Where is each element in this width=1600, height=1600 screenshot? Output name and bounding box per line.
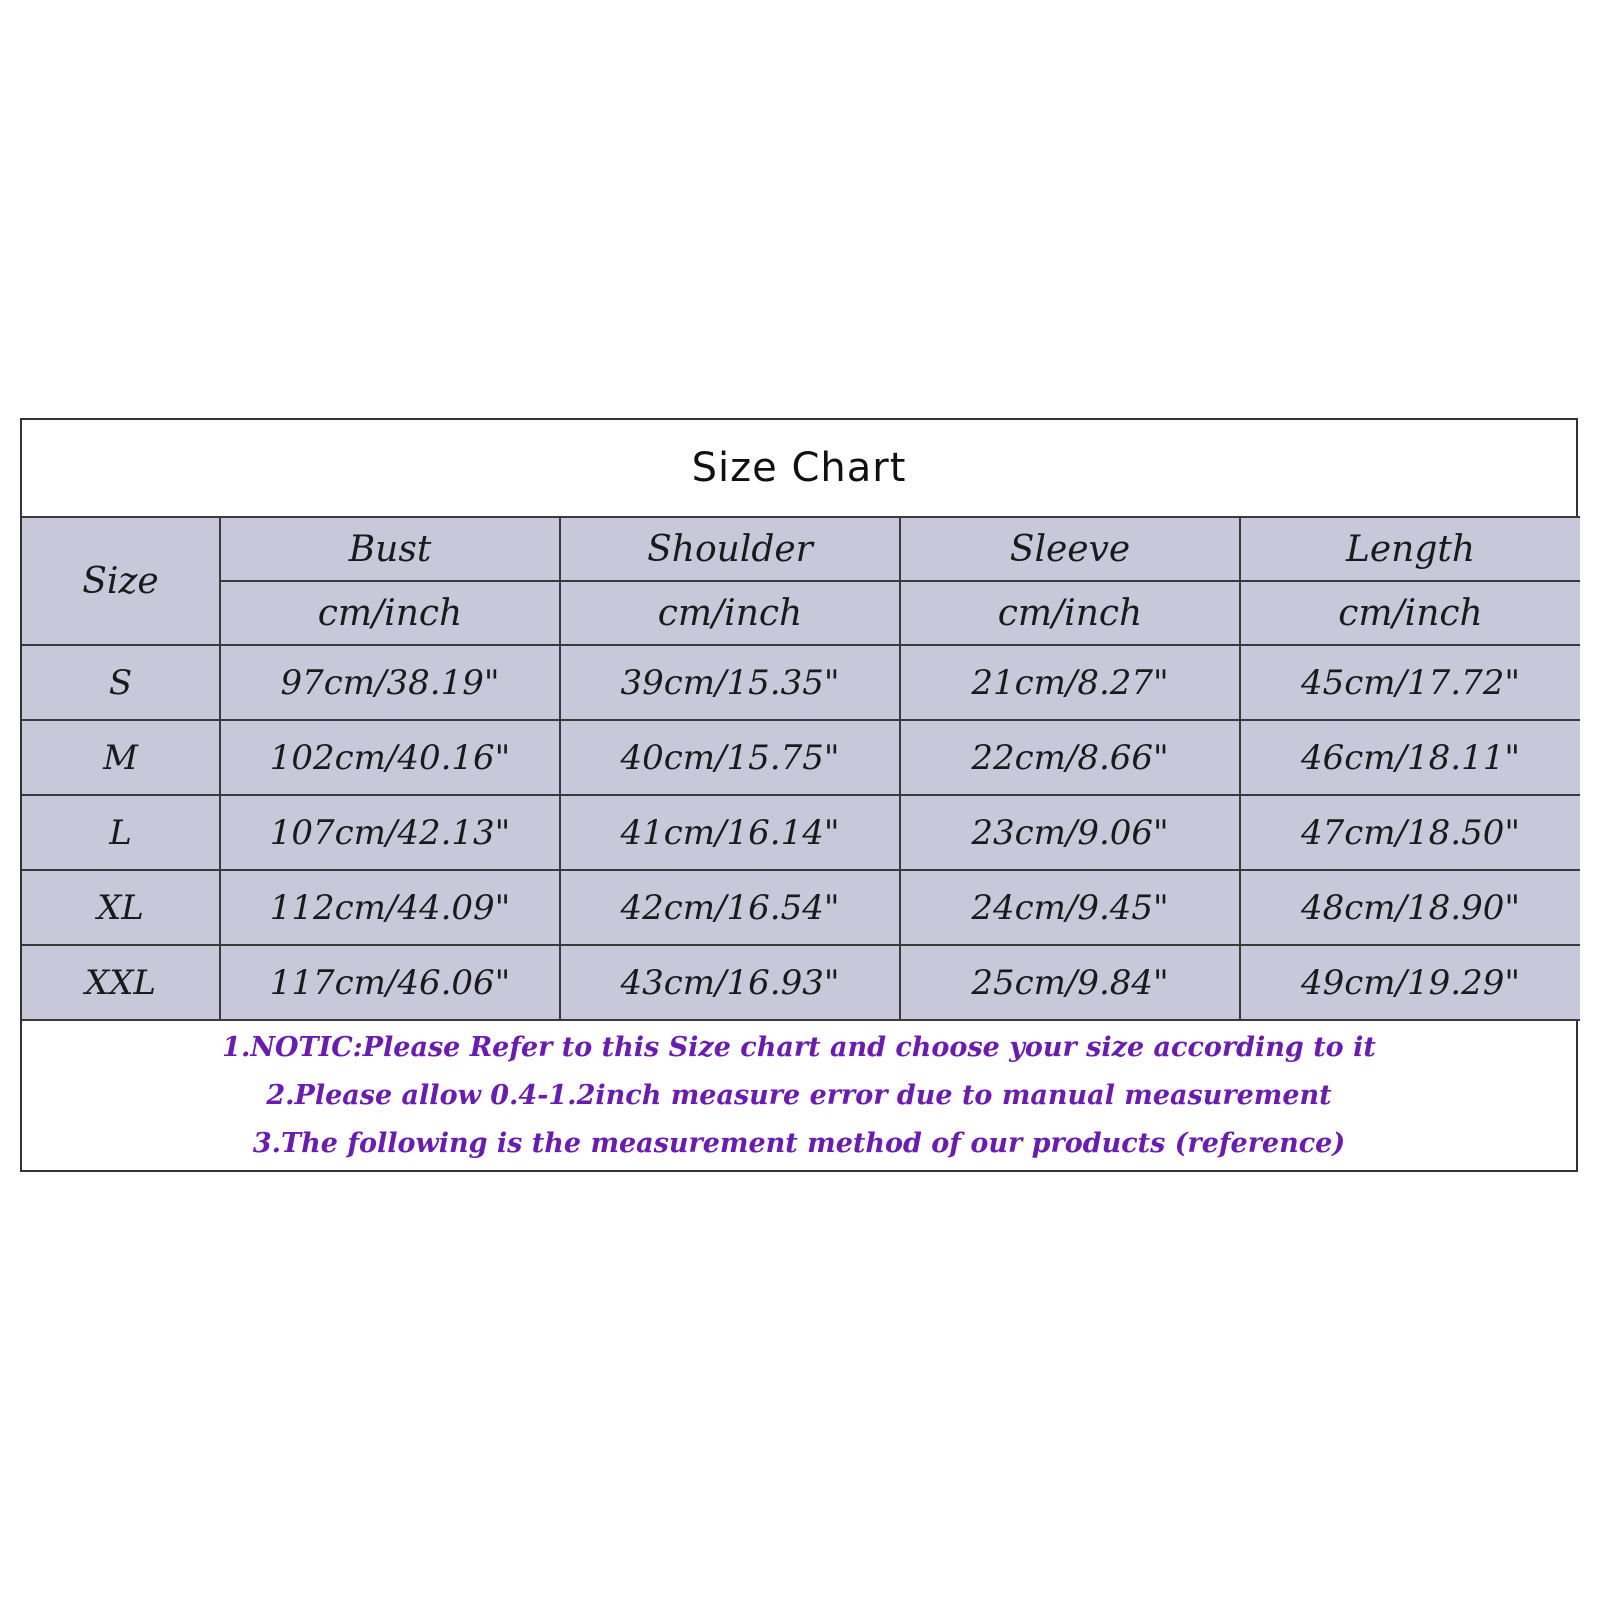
size-table [22, 516, 1580, 1021]
table-row-l [22, 795, 1580, 870]
bust-value-s: 97cm/38.19" [220, 645, 560, 720]
shoulder-value-xl: 42cm/16.54" [560, 870, 900, 945]
shoulder-value-xxl: 43cm/16.93" [560, 945, 900, 1020]
note-line-1: 1.NOTIC:Please Refer to this Size chart and choose your size according to it [222, 1032, 1376, 1063]
table-row-xl [22, 870, 1580, 945]
bust-value-m: 102cm/40.16" [220, 720, 560, 795]
notes-section [22, 1020, 1576, 1172]
size-chart [20, 418, 1578, 1172]
unit-label-length: cm/inch [1240, 581, 1580, 645]
column-header-length: Length [1240, 517, 1580, 581]
column-header-sleeve: Sleeve [900, 517, 1240, 581]
size-label-l: L [22, 795, 220, 870]
sleeve-value-m: 22cm/8.66" [900, 720, 1240, 795]
table-row-m [22, 720, 1580, 795]
shoulder-value-s: 39cm/15.35" [560, 645, 900, 720]
unit-label-shoulder: cm/inch [560, 581, 900, 645]
column-header-shoulder: Shoulder [560, 517, 900, 581]
sleeve-value-s: 21cm/8.27" [900, 645, 1240, 720]
length-value-xxl: 49cm/19.29" [1240, 945, 1580, 1020]
shoulder-value-l: 41cm/16.14" [560, 795, 900, 870]
size-label-s: S [22, 645, 220, 720]
chart-title: Size Chart [691, 445, 907, 491]
size-column-header: Size [22, 517, 220, 645]
sleeve-value-l: 23cm/9.06" [900, 795, 1240, 870]
note-line-3: 3.The following is the measurement method of our products (reference) [252, 1128, 1346, 1159]
shoulder-value-m: 40cm/15.75" [560, 720, 900, 795]
size-label-xl: XL [22, 870, 220, 945]
sleeve-value-xxl: 25cm/9.84" [900, 945, 1240, 1020]
bust-value-l: 107cm/42.13" [220, 795, 560, 870]
size-label-xxl: XXL [22, 945, 220, 1020]
unit-label-bust: cm/inch [220, 581, 560, 645]
bust-value-xxl: 117cm/46.06" [220, 945, 560, 1020]
table-row-s [22, 645, 1580, 720]
unit-label-sleeve: cm/inch [900, 581, 1240, 645]
column-header-bust: Bust [220, 517, 560, 581]
bust-value-xl: 112cm/44.09" [220, 870, 560, 945]
header-row-names [22, 517, 1580, 581]
length-value-l: 47cm/18.50" [1240, 795, 1580, 870]
note-line-2: 2.Please allow 0.4-1.2inch measure error due to manual measurement [266, 1080, 1332, 1111]
length-value-s: 45cm/17.72" [1240, 645, 1580, 720]
length-value-xl: 48cm/18.90" [1240, 870, 1580, 945]
size-label-m: M [22, 720, 220, 795]
sleeve-value-xl: 24cm/9.45" [900, 870, 1240, 945]
table-row-xxl [22, 945, 1580, 1020]
header-row-units [22, 581, 1580, 645]
length-value-m: 46cm/18.11" [1240, 720, 1580, 795]
